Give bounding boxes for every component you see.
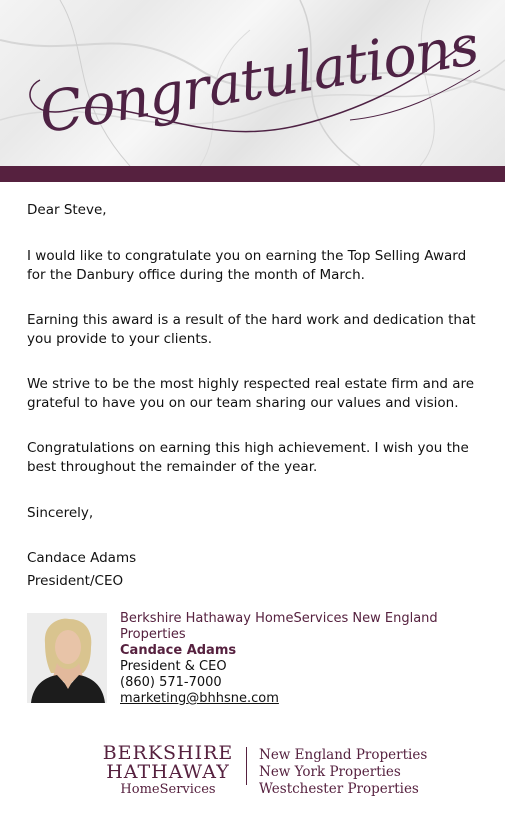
email-signature	[120, 611, 450, 707]
logo-line-berkshire: BERKSHIRE	[102, 742, 234, 764]
signature-phone: (860) 571-7000	[120, 675, 222, 690]
company-logo	[100, 744, 430, 804]
signature-company: Berkshire Hathaway HomeServices New England Properties	[120, 611, 438, 642]
signer-photo	[27, 613, 107, 703]
banner-divider-bar	[0, 166, 505, 182]
logo-region: Westchester Properties	[259, 781, 419, 797]
banner-title: Congratulations	[35, 13, 483, 147]
letter-greeting: Dear Steve,	[27, 202, 107, 218]
portrait-image	[27, 613, 107, 703]
logo-line-homeservices: HomeServices	[120, 782, 216, 797]
letter-paragraph: We strive to be the most highly respected real estate firm and are grateful to have you on our team sharing our values and vision.	[27, 376, 475, 411]
logo-wordmark	[100, 744, 236, 798]
signature-email-link[interactable]: marketing@bhhsne.com	[120, 691, 279, 706]
letter-closing: Sincerely,	[27, 505, 94, 521]
letter-paragraph: I would like to congratulate you on earning the Top Selling Award for the Danbury office during the month of March.	[27, 248, 467, 283]
letter-signer-name: Candace Adams	[27, 550, 137, 566]
logo-divider	[246, 747, 247, 785]
letter-paragraph: Earning this award is a result of the hard work and dedication that you provide to your clients.	[27, 312, 476, 347]
signature-title: President & CEO	[120, 659, 227, 674]
letter-signer-title: President/CEO	[27, 573, 124, 589]
logo-regions	[259, 747, 427, 798]
logo-region: New York Properties	[259, 764, 401, 780]
signature-name: Candace Adams	[120, 643, 237, 658]
letter-paragraph: Congratulations on earning this high achievement. I wish you the best throughout the remainder of the year.	[27, 440, 469, 475]
logo-line-hathaway: HATHAWAY	[106, 761, 230, 783]
congratulations-banner	[0, 0, 505, 166]
logo-region: New England Properties	[259, 747, 428, 763]
